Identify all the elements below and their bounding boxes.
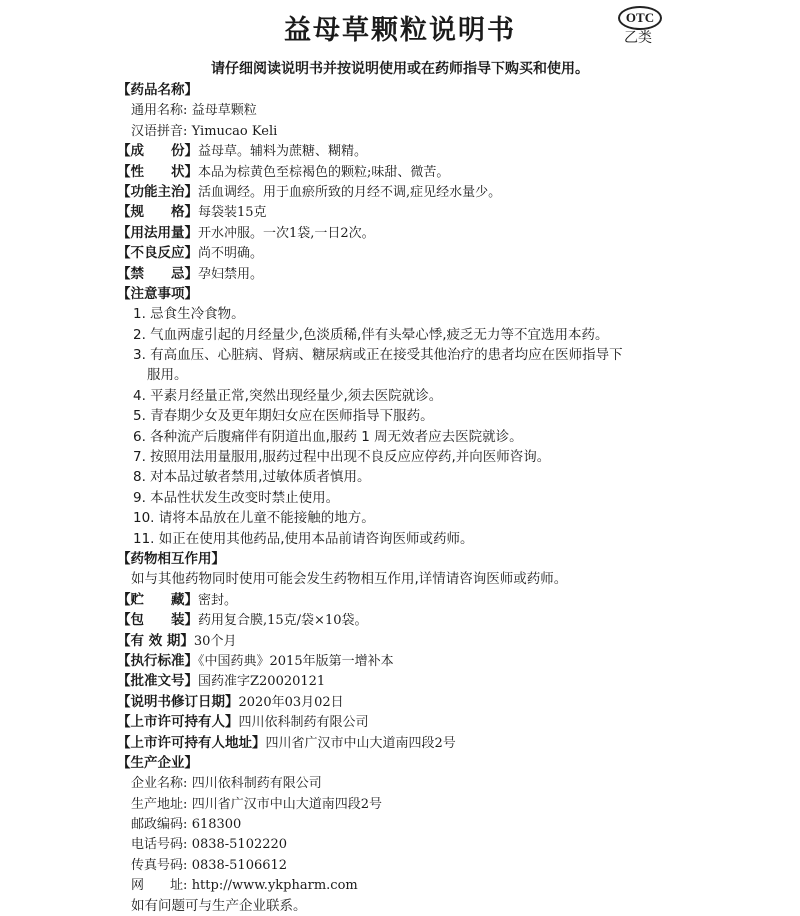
manufacturer-label: 电话号码: bbox=[131, 837, 188, 853]
manufacturer-value: 618300 bbox=[191, 817, 242, 833]
pinyin-row bbox=[117, 121, 677, 141]
field-value: 四川省广汉市中山大道南四段2号 bbox=[265, 735, 456, 751]
manufacturer-row bbox=[117, 834, 677, 854]
field-row bbox=[117, 182, 677, 202]
field-row bbox=[117, 610, 677, 630]
field-row bbox=[117, 651, 677, 671]
field-label: 【用法用量】 bbox=[117, 224, 198, 241]
field-row bbox=[117, 264, 677, 284]
precaution-item: 4. 平素月经量正常,突然出现经量少,须去医院就诊。 bbox=[133, 387, 443, 404]
field-value: 益母草。辅料为蔗糖、糊精。 bbox=[198, 144, 368, 160]
precaution-item: 2. 气血两虚引起的月经量少,色淡质稀,伴有头晕心悸,疲乏无力等不宜选用本药。 bbox=[133, 326, 609, 343]
precaution-item: 6. 各种流产后腹痛伴有阴道出血,服药 1 周无效者应去医院就诊。 bbox=[133, 428, 523, 445]
field-label: 【有 效 期】 bbox=[117, 632, 194, 649]
field-value: 每袋装15克 bbox=[198, 205, 267, 221]
common-name-row bbox=[117, 100, 677, 120]
field-label: 【上市许可持有人】 bbox=[117, 714, 239, 731]
manufacturer-row bbox=[117, 794, 677, 814]
document-title: 益母草颗粒说明书 bbox=[284, 15, 516, 46]
manufacturer-row bbox=[117, 855, 677, 875]
field-label: 【上市许可持有人地址】 bbox=[117, 734, 266, 751]
field-value: 尚不明确。 bbox=[198, 246, 264, 262]
precaution-item: 5. 青春期少女及更年期妇女应在医师指导下服药。 bbox=[133, 408, 434, 425]
field-value: 药用复合膜,15克/袋×10袋。 bbox=[198, 613, 368, 629]
precaution-item: 11. 如正在使用其他药品,使用本品前请咨询医师或药师。 bbox=[133, 530, 474, 547]
field-value: 国药准字Z20020121 bbox=[198, 674, 326, 690]
interactions-text: 如与其他药物同时使用可能会发生药物相互作用,详情请咨询医师或药师。 bbox=[131, 571, 568, 588]
field-label: 【功能主治】 bbox=[117, 183, 198, 200]
section-heading-precautions: 【注意事项】 bbox=[117, 285, 198, 302]
field-value: 四川依科制药有限公司 bbox=[238, 715, 369, 731]
field-row bbox=[117, 712, 677, 732]
manufacturer-label: 邮政编码: bbox=[131, 817, 188, 833]
field-value: 本品为棕黄色至棕褐色的颗粒;味甜、微苦。 bbox=[198, 164, 450, 180]
manufacturer-label: 传真号码: bbox=[131, 857, 188, 873]
leaflet-body bbox=[117, 80, 677, 916]
website-value: http://www.ykpharm.com bbox=[191, 878, 358, 894]
precaution-item: 7. 按照用法用量服用,服药过程中出现不良反应应停药,并向医师咨询。 bbox=[133, 449, 551, 466]
field-row bbox=[117, 671, 677, 691]
field-label: 【包 装】 bbox=[117, 612, 198, 629]
field-row bbox=[117, 590, 677, 610]
manufacturer-row bbox=[117, 814, 677, 834]
precaution-item: 9. 本品性状发生改变时禁止使用。 bbox=[133, 489, 340, 506]
manufacturer-row bbox=[117, 773, 677, 793]
field-row bbox=[117, 223, 677, 243]
field-row bbox=[117, 243, 677, 263]
field-row bbox=[117, 733, 677, 753]
field-value: 孕妇禁用。 bbox=[198, 266, 264, 282]
section-heading-interactions: 【药物相互作用】 bbox=[117, 550, 225, 567]
manufacturer-row bbox=[117, 875, 677, 895]
field-row bbox=[117, 141, 677, 161]
common-name-value: 益母草颗粒 bbox=[191, 103, 257, 119]
manufacturer-label: 生产地址: bbox=[131, 796, 188, 812]
common-name-label: 通用名称: bbox=[131, 103, 188, 119]
field-row bbox=[117, 692, 677, 712]
precaution-item: 10. 请将本品放在儿童不能接触的地方。 bbox=[133, 510, 375, 527]
field-label: 【规 格】 bbox=[117, 204, 198, 221]
contact-footer: 如有问题可与生产企业联系。 bbox=[131, 897, 307, 914]
manufacturer-label: 网 址: bbox=[131, 878, 188, 894]
field-value: 密封。 bbox=[198, 592, 238, 608]
pinyin-value: Yimucao Keli bbox=[191, 123, 278, 139]
pinyin-label: 汉语拼音: bbox=[131, 123, 188, 139]
manufacturer-value: 四川省广汉市中山大道南四段2号 bbox=[191, 796, 382, 812]
field-label: 【执行标准】 bbox=[117, 652, 198, 669]
field-value: 30个月 bbox=[193, 633, 237, 649]
field-value: 2020年03月02日 bbox=[238, 694, 344, 710]
section-heading-manufacturer: 【生产企业】 bbox=[117, 754, 198, 771]
precaution-item: 8. 对本品过敏者禁用,过敏体质者慎用。 bbox=[133, 469, 371, 486]
field-label: 【禁 忌】 bbox=[117, 265, 198, 282]
precaution-item-continued: 服用。 bbox=[147, 367, 188, 384]
otc-badge: OTC bbox=[618, 6, 662, 30]
field-value: 活血调经。用于血瘀所致的月经不调,症见经水量少。 bbox=[198, 184, 502, 200]
field-label: 【成 份】 bbox=[117, 143, 198, 160]
manufacturer-label: 企业名称: bbox=[131, 776, 188, 792]
field-row bbox=[117, 631, 677, 651]
field-row bbox=[117, 202, 677, 222]
section-heading-drug-name: 【药品名称】 bbox=[117, 82, 198, 98]
field-label: 【性 状】 bbox=[117, 163, 198, 180]
field-label: 【说明书修订日期】 bbox=[117, 693, 239, 710]
field-row bbox=[117, 162, 677, 182]
field-value: 开水冲服。一次1袋,一日2次。 bbox=[198, 225, 375, 241]
field-label: 【贮 藏】 bbox=[117, 591, 198, 608]
manufacturer-value: 四川依科制药有限公司 bbox=[191, 776, 322, 792]
field-label: 【批准文号】 bbox=[117, 673, 198, 690]
field-label: 【不良反应】 bbox=[117, 245, 198, 262]
precaution-item: 1. 忌食生冷食物。 bbox=[133, 306, 245, 323]
precaution-item: 3. 有高血压、心脏病、肾病、糖尿病或正在接受其他治疗的患者均应在医师指导下 bbox=[133, 347, 623, 364]
field-value: 《中国药典》2015年版第一增补本 bbox=[198, 653, 394, 669]
manufacturer-value: 0838-5106612 bbox=[191, 857, 288, 873]
manufacturer-value: 0838-5102220 bbox=[191, 837, 288, 853]
intro-notice: 请仔细阅读说明书并按说明使用或在药师指导下购买和使用。 bbox=[211, 61, 589, 77]
otc-class-label: 乙类 bbox=[624, 30, 652, 46]
